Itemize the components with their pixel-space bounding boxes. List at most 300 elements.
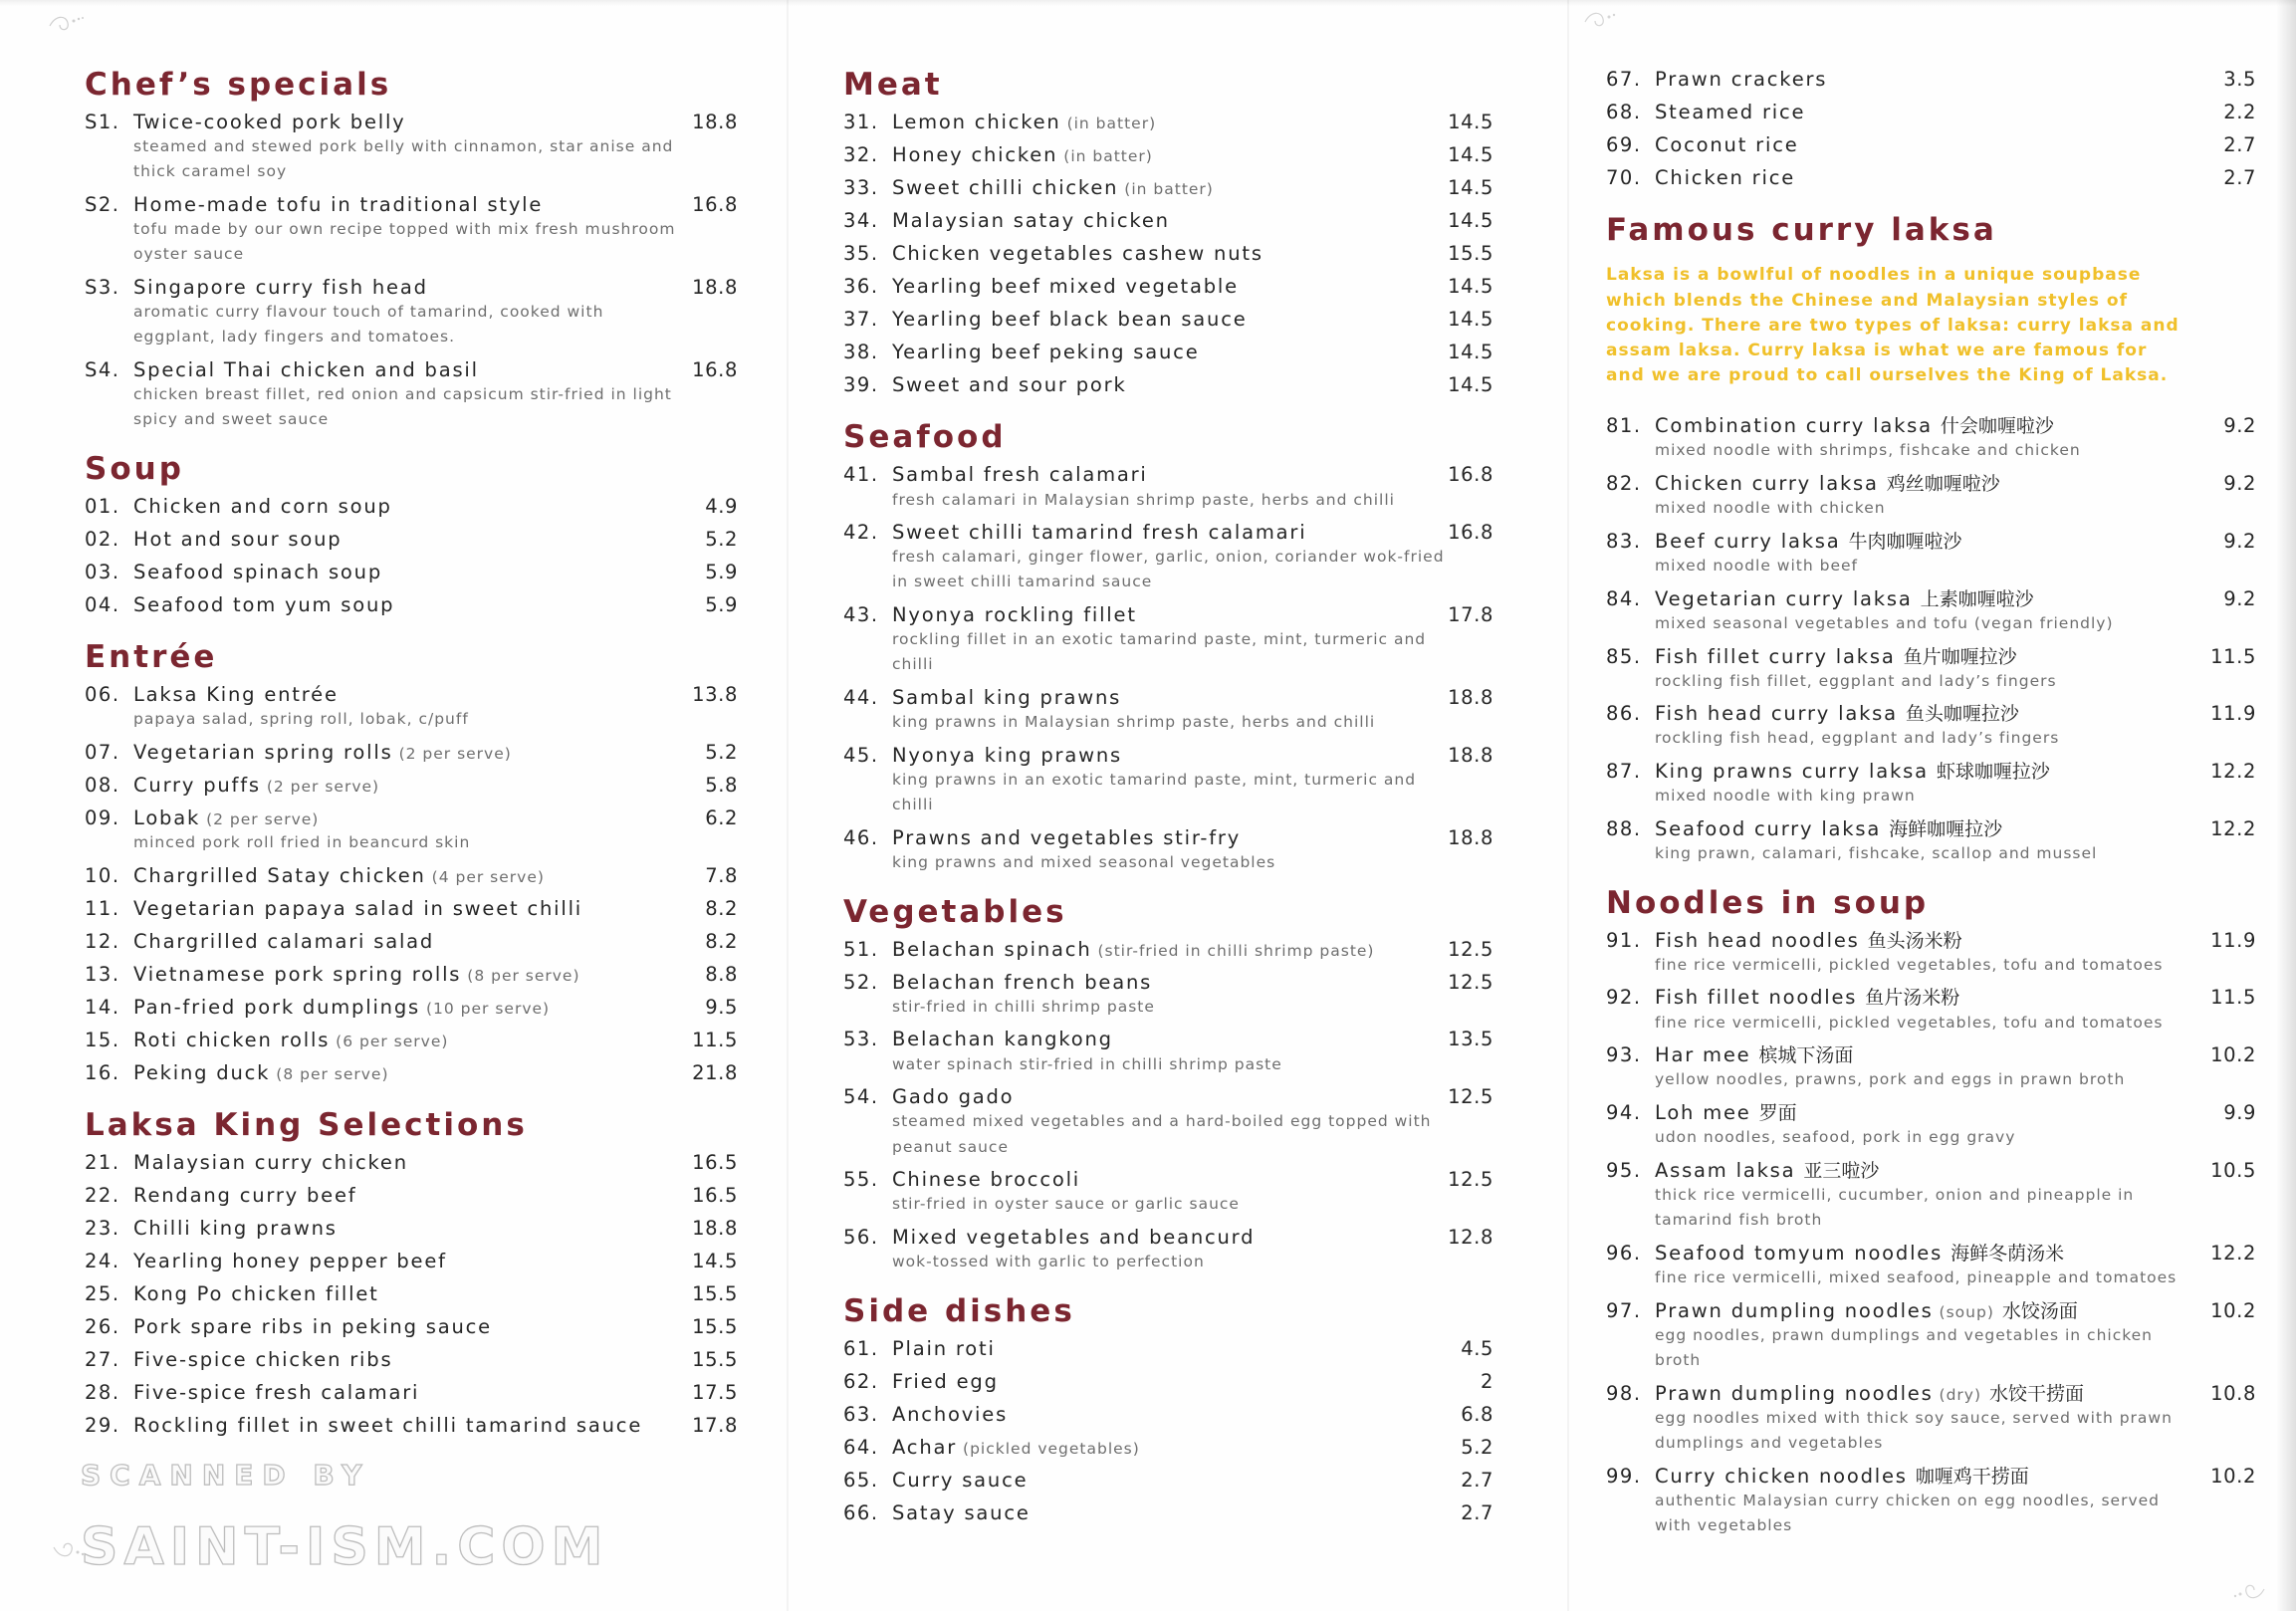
menu-item-row [843,303,1493,336]
item-name: Satay sauce [892,1500,1031,1524]
item-chinese-name: 水饺汤面 [2001,1299,2078,1322]
menu-item-62 [843,1365,1493,1398]
item-note: (in batter) [1063,147,1153,165]
item-chinese-name: 虾球咖喱拉沙 [1936,761,2050,784]
item-number: 08. [85,774,120,798]
menu-item-93 [1606,1038,2256,1092]
item-description-line: oyster sauce [133,245,245,264]
item-name: Yearling beef mixed vegetable [892,275,1239,298]
item-number: 36. [843,275,879,298]
item-number: 16. [85,1060,120,1084]
item-name: Malaysian satay chicken [892,209,1170,232]
item-price: 2.7 [1461,1468,1493,1492]
item-number: 68. [1606,101,1642,123]
item-name: Seafood tomyum noodles [1655,1241,1944,1265]
menu-item-row [85,1310,738,1343]
menu-item-04 [85,588,738,621]
menu-item-45 [843,739,1493,817]
item-number: 92. [1606,986,1642,1010]
item-number: 23. [85,1217,120,1241]
menu-item-32 [843,138,1493,171]
item-description-line: chicken breast fillet, red onion and capsicum stir-fried in light [133,385,672,404]
menu-item-s1 [85,106,738,184]
item-number: 02. [85,527,120,551]
item-price: 14.5 [1448,341,1493,363]
item-price: 14.5 [1448,111,1493,133]
item-number: 35. [843,242,879,265]
menu-item-row [843,1464,1493,1496]
item-description-line: stir-fried in oyster sauce or garlic sauce [892,1195,1240,1214]
item-description-line: yellow noodles, prawns, pork and eggs in prawn broth [1655,1070,2126,1089]
item-price: 10.5 [2210,1158,2256,1182]
item-name: Sambal king prawns [892,686,1122,710]
item-price: 12.2 [2210,816,2256,840]
item-description-line: in sweet chilli tamarind sauce [892,573,1153,591]
item-price: 12.5 [1448,1168,1493,1192]
menu-item-91 [1606,924,2256,978]
item-price: 10.2 [2210,1043,2256,1067]
menu-item-16 [85,1056,738,1089]
section-soup [85,448,738,621]
item-price: 12.5 [1448,1085,1493,1109]
intro-line: Laksa is a bowlful of noodles in a unique soupbase [1606,265,2142,286]
item-description [843,545,1493,594]
menu-item-10 [85,859,738,892]
menu-item-28 [85,1376,738,1409]
item-chinese-name: 鱼头汤米粉 [1867,929,1962,952]
item-description-line: steamed mixed vegetables and a hard-boiled egg topped with [892,1112,1432,1131]
menu-item-row [1606,525,2256,558]
item-name: Plain roti [892,1336,996,1360]
item-price: 16.8 [1448,521,1493,545]
section-heading: Chef’s specials [85,67,392,103]
corner-ornament [48,12,88,36]
item-number: 34. [843,209,879,232]
item-name: Nyonya king prawns [892,743,1122,767]
menu-item-row [85,490,738,523]
menu-item-46 [843,821,1493,875]
item-name: Sambal fresh calamari [892,463,1148,487]
menu-item-s2 [85,188,738,267]
menu-item-56 [843,1221,1493,1274]
menu-item-66 [843,1496,1493,1529]
item-chinese-name: 鱼片咖喱拉沙 [1903,645,2017,668]
item-name: Prawn dumpling noodles [1655,1381,1934,1405]
item-number: 84. [1606,586,1642,610]
menu-item-row [843,171,1493,204]
item-name: Seafood spinach soup [133,560,382,583]
item-name: Hot and sour soup [133,527,343,551]
item-price: 18.8 [692,275,738,299]
item-description-line: chilli [892,655,934,674]
item-number: 63. [843,1402,879,1426]
item-price: 16.5 [692,1151,738,1175]
item-name: Seafood tom yum soup [133,592,395,616]
section-heading: Side dishes [843,1292,1075,1329]
item-number: 64. [843,1435,879,1459]
item-name: Prawn dumpling noodles [1655,1298,1934,1322]
item-number: 66. [843,1500,879,1524]
item-number: 15. [85,1028,120,1051]
item-price: 9.2 [2223,472,2256,496]
menu-item-row [843,204,1493,237]
item-price: 17.8 [692,1414,738,1438]
menu-item-13 [85,958,738,991]
menu-item-22 [85,1179,738,1212]
menu-item-88 [1606,812,2256,866]
menu-item-row [843,516,1493,549]
item-price: 13.5 [1448,1028,1493,1051]
item-description-line: king prawns in an exotic tamarind paste, mint, turmeric and [892,771,1417,790]
menu-item-row [85,1277,738,1310]
item-description [85,217,738,267]
menu-item-12 [85,925,738,958]
item-description-line: mixed noodle with shrimps, fishcake and chicken [1655,441,2081,460]
menu-item-row [843,106,1493,138]
item-price: 11.5 [2210,986,2256,1010]
item-number: 52. [843,970,879,994]
item-name: Peking duck [133,1060,271,1084]
section-heading: Entrée [85,639,218,676]
item-price: 14.5 [1448,209,1493,232]
item-name: Lemon chicken [892,111,1061,133]
item-number: 26. [85,1315,120,1339]
item-description-line: fresh calamari, ginger flower, garlic, onion, coriander wok-fried [892,548,1445,567]
item-name: Chicken and corn soup [133,494,392,518]
menu-item-37 [843,303,1493,336]
menu-item-52 [843,966,1493,1020]
section-noodles-in-soup [1606,882,2256,1538]
item-price: 13.8 [692,683,738,707]
item-name: Fish fillet noodles [1655,986,1858,1010]
item-name: Chicken vegetables cashew nuts [892,242,1263,265]
item-note: (6 per serve) [336,1032,449,1050]
item-name: Fish head curry laksa [1655,702,1898,726]
menu-item-row [85,523,738,556]
item-description-line: egg noodles, prawn dumplings and vegetables in chicken [1655,1325,2154,1344]
item-price: 8.2 [705,896,738,920]
item-name: Yearling beef peking sauce [892,341,1200,363]
item-name: Chilli king prawns [133,1217,338,1241]
item-price: 2.2 [2223,101,2256,123]
item-number: 14. [85,995,120,1019]
item-description-line: broth [1655,1350,1702,1369]
item-price: 4.9 [705,494,738,518]
item-number: 33. [843,176,879,199]
menu-item-97 [1606,1294,2256,1373]
item-name: Mixed vegetables and beancurd [892,1226,1256,1249]
menu-item-row [85,556,738,588]
item-number: 06. [85,683,120,707]
item-price: 14.5 [692,1250,738,1273]
item-description [85,382,738,432]
item-number: 29. [85,1414,120,1438]
menu-item-row [843,458,1493,491]
item-price: 12.2 [2210,1241,2256,1265]
item-name: Chinese broccoli [892,1168,1081,1192]
item-number: 37. [843,308,879,331]
item-price: 16.8 [1448,463,1493,487]
item-name: Vegetarian spring rolls [133,741,393,765]
item-note: (2 per serve) [206,810,320,829]
item-price: 14.5 [1448,275,1493,298]
menu-item-row [843,966,1493,999]
section-heading: Vegetables [843,893,1067,930]
menu-item-96 [1606,1237,2256,1290]
menu-item-row [1606,409,2256,442]
item-note: (4 per serve) [431,867,545,886]
item-description-line: peanut sauce [892,1137,1009,1156]
item-price: 5.8 [705,774,738,798]
item-price: 18.8 [1448,686,1493,710]
menu-item-61 [843,1332,1493,1365]
intro-line: cooking. There are two types of laksa: curry laksa and [1606,315,2180,336]
item-number: 86. [1606,702,1642,726]
item-price: 11.5 [692,1028,738,1051]
menu-item-row [843,368,1493,401]
item-price: 10.2 [2210,1298,2256,1322]
item-price: 11.9 [2210,928,2256,952]
item-number: 87. [1606,760,1642,784]
item-price: 3.5 [2223,68,2256,91]
item-price: 12.5 [1448,937,1493,961]
menu-item-row [1606,96,2256,128]
item-price: 12.5 [1448,970,1493,994]
menu-item-row [1606,1294,2256,1327]
item-name: Loh mee [1655,1100,1751,1124]
item-price: 5.2 [1461,1435,1493,1459]
item-description-line: egg noodles mixed with thick soy sauce, served with prawn [1655,1408,2173,1427]
menu-item-row [1606,63,2256,96]
menu-item-14 [85,991,738,1024]
item-price: 14.5 [1448,176,1493,199]
menu-column-2 [843,64,1493,1529]
item-description-line: rockling fish head, eggplant and lady’s fingers [1655,729,2060,748]
item-price: 8.8 [705,962,738,986]
section-laksa-king-selections [85,1104,738,1442]
menu-item-36 [843,270,1493,303]
item-price: 5.9 [705,560,738,583]
menu-item-51 [843,933,1493,966]
item-number: 25. [85,1282,120,1306]
item-price: 15.5 [692,1348,738,1372]
item-name: Pork spare ribs in peking sauce [133,1315,492,1339]
menu-item-65 [843,1464,1493,1496]
menu-item-43 [843,598,1493,677]
menu-item-row [1606,1038,2256,1071]
item-description-line: rockling fish fillet, eggplant and lady’s fingers [1655,671,2057,690]
menu-item-row [843,739,1493,772]
menu-item-27 [85,1343,738,1376]
menu-item-24 [85,1245,738,1277]
item-number: 51. [843,937,879,961]
item-chinese-name: 水饺干捞面 [1989,1382,2085,1405]
item-description [85,300,738,349]
item-description-line: water spinach stir-fried in chilli shrimp paste [892,1054,1282,1073]
panel-fold-left [787,0,789,1611]
menu-item-94 [1606,1096,2256,1150]
item-chinese-name: 鱼头咖喱拉沙 [1905,703,2019,726]
item-description-line: mixed seasonal vegetables and tofu (vegan friendly) [1655,613,2114,632]
section-heading: Soup [85,450,184,487]
menu-item-06 [85,678,738,732]
section-chef-s-specials [85,64,738,432]
menu-item-row [85,925,738,958]
item-name: Laksa King entrée [133,683,339,707]
item-description-line: mixed noodle with chicken [1655,499,1886,518]
item-name: Coconut rice [1655,133,1799,156]
item-name: Sweet chilli chicken [892,176,1119,199]
menu-item-29 [85,1409,738,1442]
item-price: 9.9 [2223,1100,2256,1124]
menu-item-row [843,1332,1493,1365]
section-heading: Noodles in soup [1606,884,1930,921]
item-chinese-name: 罗面 [1758,1101,1797,1124]
section-seafood [843,416,1493,875]
section-vegetables [843,891,1493,1275]
menu-item-84 [1606,582,2256,636]
item-price: 17.5 [692,1381,738,1405]
menu-item-70 [1606,161,2256,194]
menu-item-row [843,681,1493,714]
menu-item-row [843,821,1493,854]
item-number: S3. [85,275,120,299]
item-name: Har mee [1655,1043,1751,1067]
item-note: (2 per serve) [398,745,512,764]
item-name: Curry chicken noodles [1655,1464,1908,1488]
menu-item-83 [1606,525,2256,578]
menu-item-34 [843,204,1493,237]
item-name: Rendang curry beef [133,1184,357,1208]
item-name: Yearling beef black bean sauce [892,308,1248,331]
menu-item-row [843,237,1493,270]
item-number: 94. [1606,1100,1642,1124]
item-name: Twice-cooked pork belly [133,111,406,133]
item-chinese-name: 鸡丝咖喱啦沙 [1886,473,2000,496]
menu-item-row [85,991,738,1024]
menu-item-07 [85,736,738,769]
menu-item-row [1606,640,2256,673]
item-number: 62. [843,1369,879,1393]
menu-item-row [1606,1096,2256,1129]
item-name: Rockling fillet in sweet chilli tamarind sauce [133,1414,643,1438]
item-price: 2 [1480,1369,1493,1393]
item-description [85,134,738,184]
item-name: Belachan kangkong [892,1028,1113,1051]
item-number: S1. [85,111,120,133]
item-price: 12.8 [1448,1226,1493,1249]
item-number: 11. [85,896,120,920]
menu-item-33 [843,171,1493,204]
menu-item-row [85,1245,738,1277]
item-number: 56. [843,1226,879,1249]
item-note: (8 per serve) [276,1064,389,1083]
menu-item-row [85,353,738,386]
menu-item-row [85,769,738,802]
item-description-line: steamed and stewed pork belly with cinnamon, star anise and [133,137,674,156]
item-name: Combination curry laksa [1655,414,1933,438]
menu-item-row [1606,1154,2256,1187]
item-price: 9.2 [2223,414,2256,438]
menu-item-row [85,588,738,621]
item-description-line: tamarind fish broth [1655,1211,1823,1230]
menu-item-01 [85,490,738,523]
menu-item-35 [843,237,1493,270]
item-name: Nyonya rockling fillet [892,603,1137,627]
item-number: 13. [85,962,120,986]
menu-item-row [843,1365,1493,1398]
item-number: 61. [843,1336,879,1360]
item-note: (soup) [1939,1302,1994,1321]
menu-item-row [843,1496,1493,1529]
item-price: 4.5 [1461,1336,1493,1360]
item-number: 96. [1606,1241,1642,1265]
menu-item-row [85,1409,738,1442]
item-description-line: tofu made by our own recipe topped with mix fresh mushroom [133,220,676,239]
item-price: 16.8 [692,192,738,216]
item-price: 5.2 [705,527,738,551]
corner-ornament [2226,1579,2266,1603]
item-description-line: eggplant, lady fingers and tomatoes. [133,328,456,346]
menu-item-98 [1606,1377,2256,1456]
item-price: 16.8 [692,357,738,381]
item-number: 38. [843,341,879,363]
item-number: 27. [85,1348,120,1372]
item-description [843,627,1493,677]
item-name: Chargrilled Satay chicken [133,863,426,887]
menu-item-69 [1606,128,2256,161]
item-description-line: thick rice vermicelli, cucumber, onion and pineapple in [1655,1185,2135,1204]
item-description [1606,1489,2256,1538]
item-name: Chicken curry laksa [1655,472,1879,496]
menu-item-38 [843,336,1493,368]
item-description-line: authentic Malaysian curry chicken on egg noodles, served [1655,1491,2161,1509]
menu-item-row [1606,812,2256,845]
item-price: 18.8 [1448,743,1493,767]
item-note: (dry) [1939,1385,1982,1404]
item-note: (in batter) [1066,115,1157,132]
item-name: Singapore curry fish head [133,275,428,299]
menu-item-68 [1606,96,2256,128]
item-description [1606,1323,2256,1373]
item-number: 10. [85,863,120,887]
item-note: (stir-fried in chilli shrimp paste) [1097,941,1375,960]
item-description-line: minced pork roll fried in beancurd skin [133,833,471,852]
item-number: S4. [85,357,120,381]
item-name: Kong Po chicken fillet [133,1282,379,1306]
item-price: 7.8 [705,863,738,887]
item-note: (pickled vegetables) [963,1439,1140,1458]
item-price: 14.5 [1448,308,1493,331]
item-price: 21.8 [692,1060,738,1084]
menu-item-02 [85,523,738,556]
item-chinese-name: 牛肉咖喱啦沙 [1848,530,1962,553]
item-description-line: fine rice vermicelli, pickled vegetables, tofu and tomatoes [1655,955,2164,974]
item-description [843,768,1493,817]
item-name: Achar [892,1435,958,1459]
item-number: 46. [843,825,879,849]
menu-item-row [1606,924,2256,957]
item-number: 70. [1606,166,1642,189]
item-number: 67. [1606,68,1642,91]
item-price: 6.2 [705,806,738,830]
item-number: 32. [843,143,879,166]
item-price: 2.7 [2223,166,2256,189]
item-number: 95. [1606,1158,1642,1182]
item-number: 31. [843,111,879,133]
menu-item-41 [843,458,1493,512]
watermark-site: SAINT-ISM.COM [81,1517,609,1577]
